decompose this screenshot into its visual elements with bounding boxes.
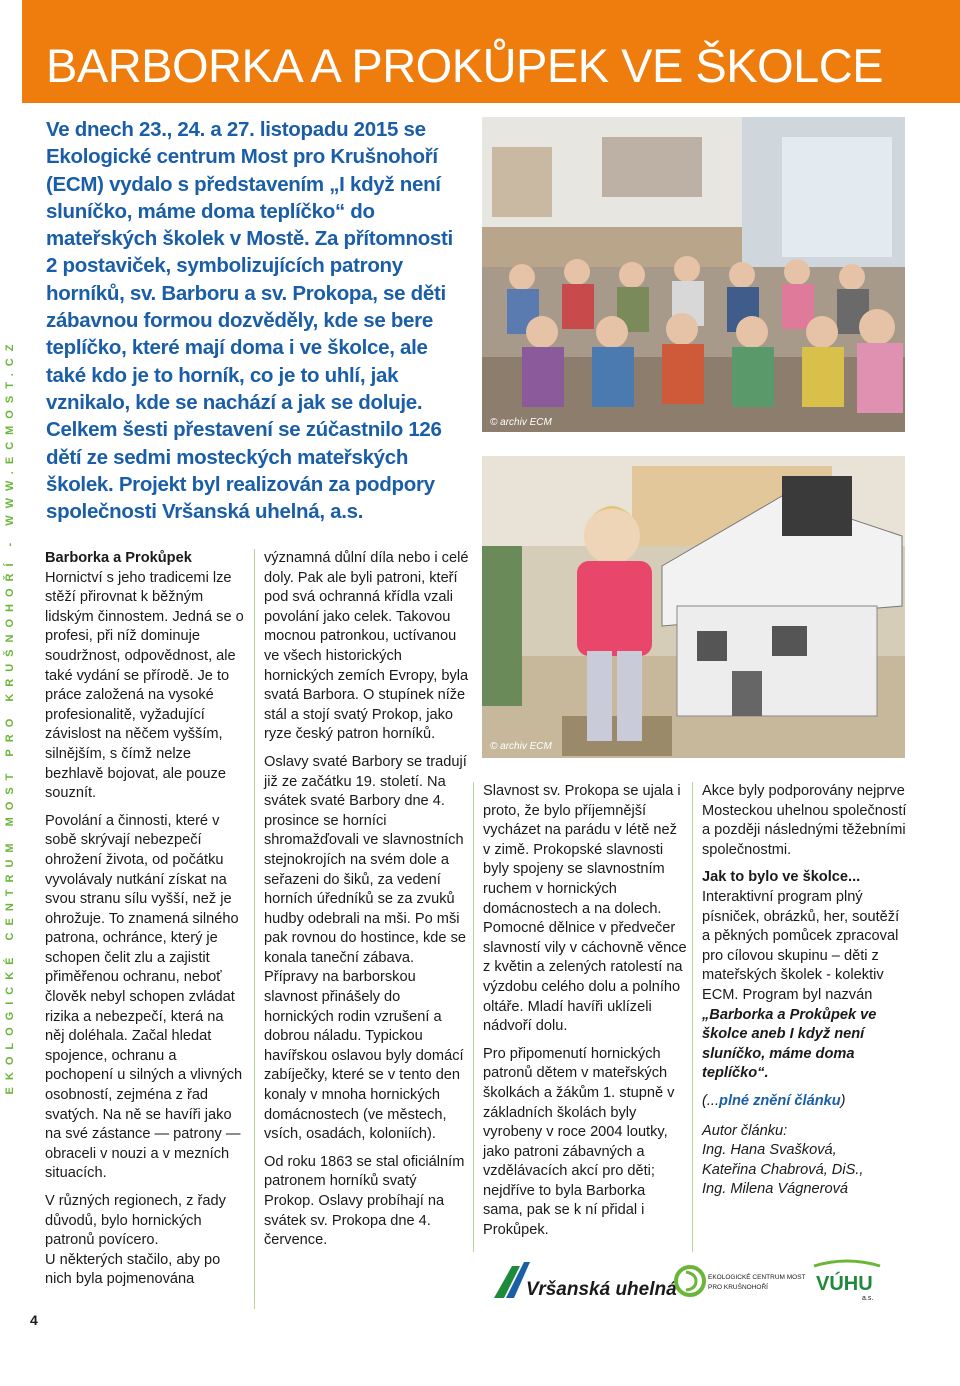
- page-number: 4: [30, 1312, 38, 1328]
- link-open: (...: [702, 1092, 720, 1109]
- link-close: ): [840, 1092, 846, 1109]
- vrsanska-logo-text: Vršanská uhelná: [526, 1279, 677, 1300]
- column-2: [264, 549, 469, 1259]
- lead-paragraph: Ve dnech 23., 24. a 27. listopadu 2015 se Ekologické centrum Most pro Krušnohoří (ECM) vydalo s představením „I když není sluníčko, máme doma teplíčko“ do mateřských školek v Mostě. Za přítomnosti 2 postaviček, symbolizujících patrony horníků, sv. Barboru a sv. Prokopa, se děti zábavnou formou dozvěděly, kde se bere teplíčko, které mají doma i ve školce, ale také kdo je to horník, co je to uhlí, jak vznikalo, kde se nachází a jak se doluje. Celkem šesti přestavení se zúčastnilo 126 dětí ze sedmi mosteckých mateřských školek. Projekt byl realizován za podpory společnosti Vršanská uhelná, a.s.: [46, 118, 453, 524]
- vrsanska-uhelna-logo: [490, 1258, 677, 1302]
- photo-credit-1: © archiv ECM: [490, 417, 552, 428]
- section-heading-ve-skolce: Jak to bylo ve školce...: [702, 869, 861, 886]
- page-title: BARBORKA A PROKŮPEK VE ŠKOLCE: [46, 39, 884, 92]
- paragraph: Hornictví s jeho tradicemi lze stěží přirovnat k běžným lidským činnostem. Jedná se o profesi, při níž dominuje soudržnost, odpovědnost, ale také vydání se přírodě. Je to práce založená na vysoké profesionalitě, vyžadující závislost na něčem vyšším, silnějším, s čímž nelze bezhlavě bojovat, ale pouze souznít.: [45, 569, 244, 802]
- side-strip: [0, 0, 22, 1366]
- photo-credit-2: © archiv ECM: [490, 741, 552, 752]
- ecm-logo: [674, 1262, 804, 1300]
- full-article-link[interactable]: plné znění článku: [719, 1092, 841, 1109]
- column-divider: [254, 549, 255, 1309]
- column-1: [45, 549, 245, 1298]
- side-website-text: EKOLOGICKÉ CENTRUM MOST PRO KRUŠNOHOŘÍ - WWW.ECMOST.CZ: [4, 337, 16, 1095]
- column-4: [702, 782, 907, 1208]
- section-heading-barborka: Barborka a Prokůpek: [45, 550, 192, 566]
- ecm-logo-line1: EKOLOGICKÉ CENTRUM MOST: [708, 1274, 806, 1281]
- column-divider: [473, 782, 474, 1252]
- paragraph: Slavnost sv. Prokopa se ujala i proto, že bylo příjemnější vycházet na parádu v létě než v zimě. Prokopské slavnosti byly spojeny se slavnostním ruchem v hornických domácnostech a na dolech. Pomocné dělnice v předvečer slavností vily v cáchovně věnce z květin a zelených ratolestí na výzdobu celého dolu a polního oltáře. Mladí havíři uklízeli nádvoří dolu.: [483, 783, 687, 1035]
- paragraph: Oslavy svaté Barbory se tradují již ze začátku 19. století. Na svátek svaté Barbory dne 4. prosince se horníci shromažďovali ve slavnostních stejnokrojích na svém dole a seřazeni do šiků, za vedení horních úředníků se za zvuků hudby odebrali na mši. Po mši pak rovnou do hostince, kde se konala taneční zábava. Přípravy na barborskou slavnost přinášely do hornických rodin vzrušení a dobrou náladu. Typickou havířskou oslavou byly domácí zabíječky, které se v tento den konaly v mnoha hornických domácnostech (ve městech, vsích, osadách, koloniích).: [264, 753, 467, 1143]
- vuhu-logo-text: VÚHU: [816, 1273, 873, 1295]
- paragraph: U některých stačilo, aby po nich byla pojmenována: [45, 1251, 221, 1288]
- paragraph: Povolání a činnosti, které v sobě skrývají nebezpečí ohrožení života, od počátku vyvolávaly nutkání získat na svou stranu sílu vyšší, než je ohrožuje. To znamená silného patrona, ochránce, který je schopen čelit zlu a zajistit přiměřenou ochranu, neboť člověk nebyl schopen zvládat rizika a nebezpečí, která na něj doléhala. Začal hledat spojence, ochranu a pochopení u silných a vlivných osobností, zejména z řad svatých. Na ně se havíři jako na své zástance — patrony — obraceli v nouzi a v mezních situacích.: [45, 812, 243, 1182]
- vuhu-logo: [812, 1258, 882, 1302]
- author-name: Kateřina Chabrová, DiS.,: [702, 1161, 864, 1178]
- photo-child-paper-house: [482, 456, 905, 758]
- author-label: Autor článku:: [702, 1122, 788, 1139]
- author-name: Ing. Hana Svašková,: [702, 1142, 837, 1159]
- paragraph: V různých regionech, z řady důvodů, bylo hornických patronů povícero.: [45, 1193, 226, 1249]
- paragraph: významná důlní díla nebo i celé doly. Pak ale byli patroni, kteří pod svá ochranná křídla vzali povolání jako celek. Takovou mocnou patronkou, uctívanou ve všech historických hornických zemích Evropy, byla svatá Barbora. O stupínek níže stál a stojí svatý Prokop, jako ryze český patron horníků.: [264, 550, 469, 743]
- photo-children-sitting: [482, 117, 905, 432]
- program-title: „Barborka a Prokůpek ve školce aneb I když není sluníčko, máme doma teplíčko“.: [702, 1006, 877, 1082]
- author-name: Ing. Milena Vágnerová: [702, 1181, 849, 1198]
- vuhu-logo-sub: a.s.: [862, 1295, 874, 1302]
- paragraph: Pro připomenutí hornických patronů dětem v mateřských školkách a žákům 1. stupně v základních školách byly vyrobeny v roce 2004 loutky, jako patroni zábavných a vzdělávacích akcí pro děti; nejdříve to byla Barborka sama, pak se k ní přidal i Prokůpek.: [483, 1045, 675, 1239]
- paragraph: Interaktivní program plný písniček, obrázků, her, soutěží a pěkných pomůcek zpracoval pro cílovou skupinu – děti z mateřských školek - kolektiv ECM. Program byl nazván: [702, 888, 900, 1003]
- paragraph: Akce byly podporovány nejprve Mosteckou uhelnou společností a později následnými těžebními společnostmi.: [702, 783, 907, 858]
- ecm-logo-line2: PRO KRUŠNOHOŘÍ: [708, 1284, 768, 1291]
- column-divider: [692, 782, 693, 1252]
- column-3: [483, 782, 688, 1249]
- paragraph: Od roku 1863 se stal oficiálním patronem horníků svatý Prokop. Oslavy probíhají na svátek sv. Prokopa dne 4. července.: [264, 1153, 465, 1249]
